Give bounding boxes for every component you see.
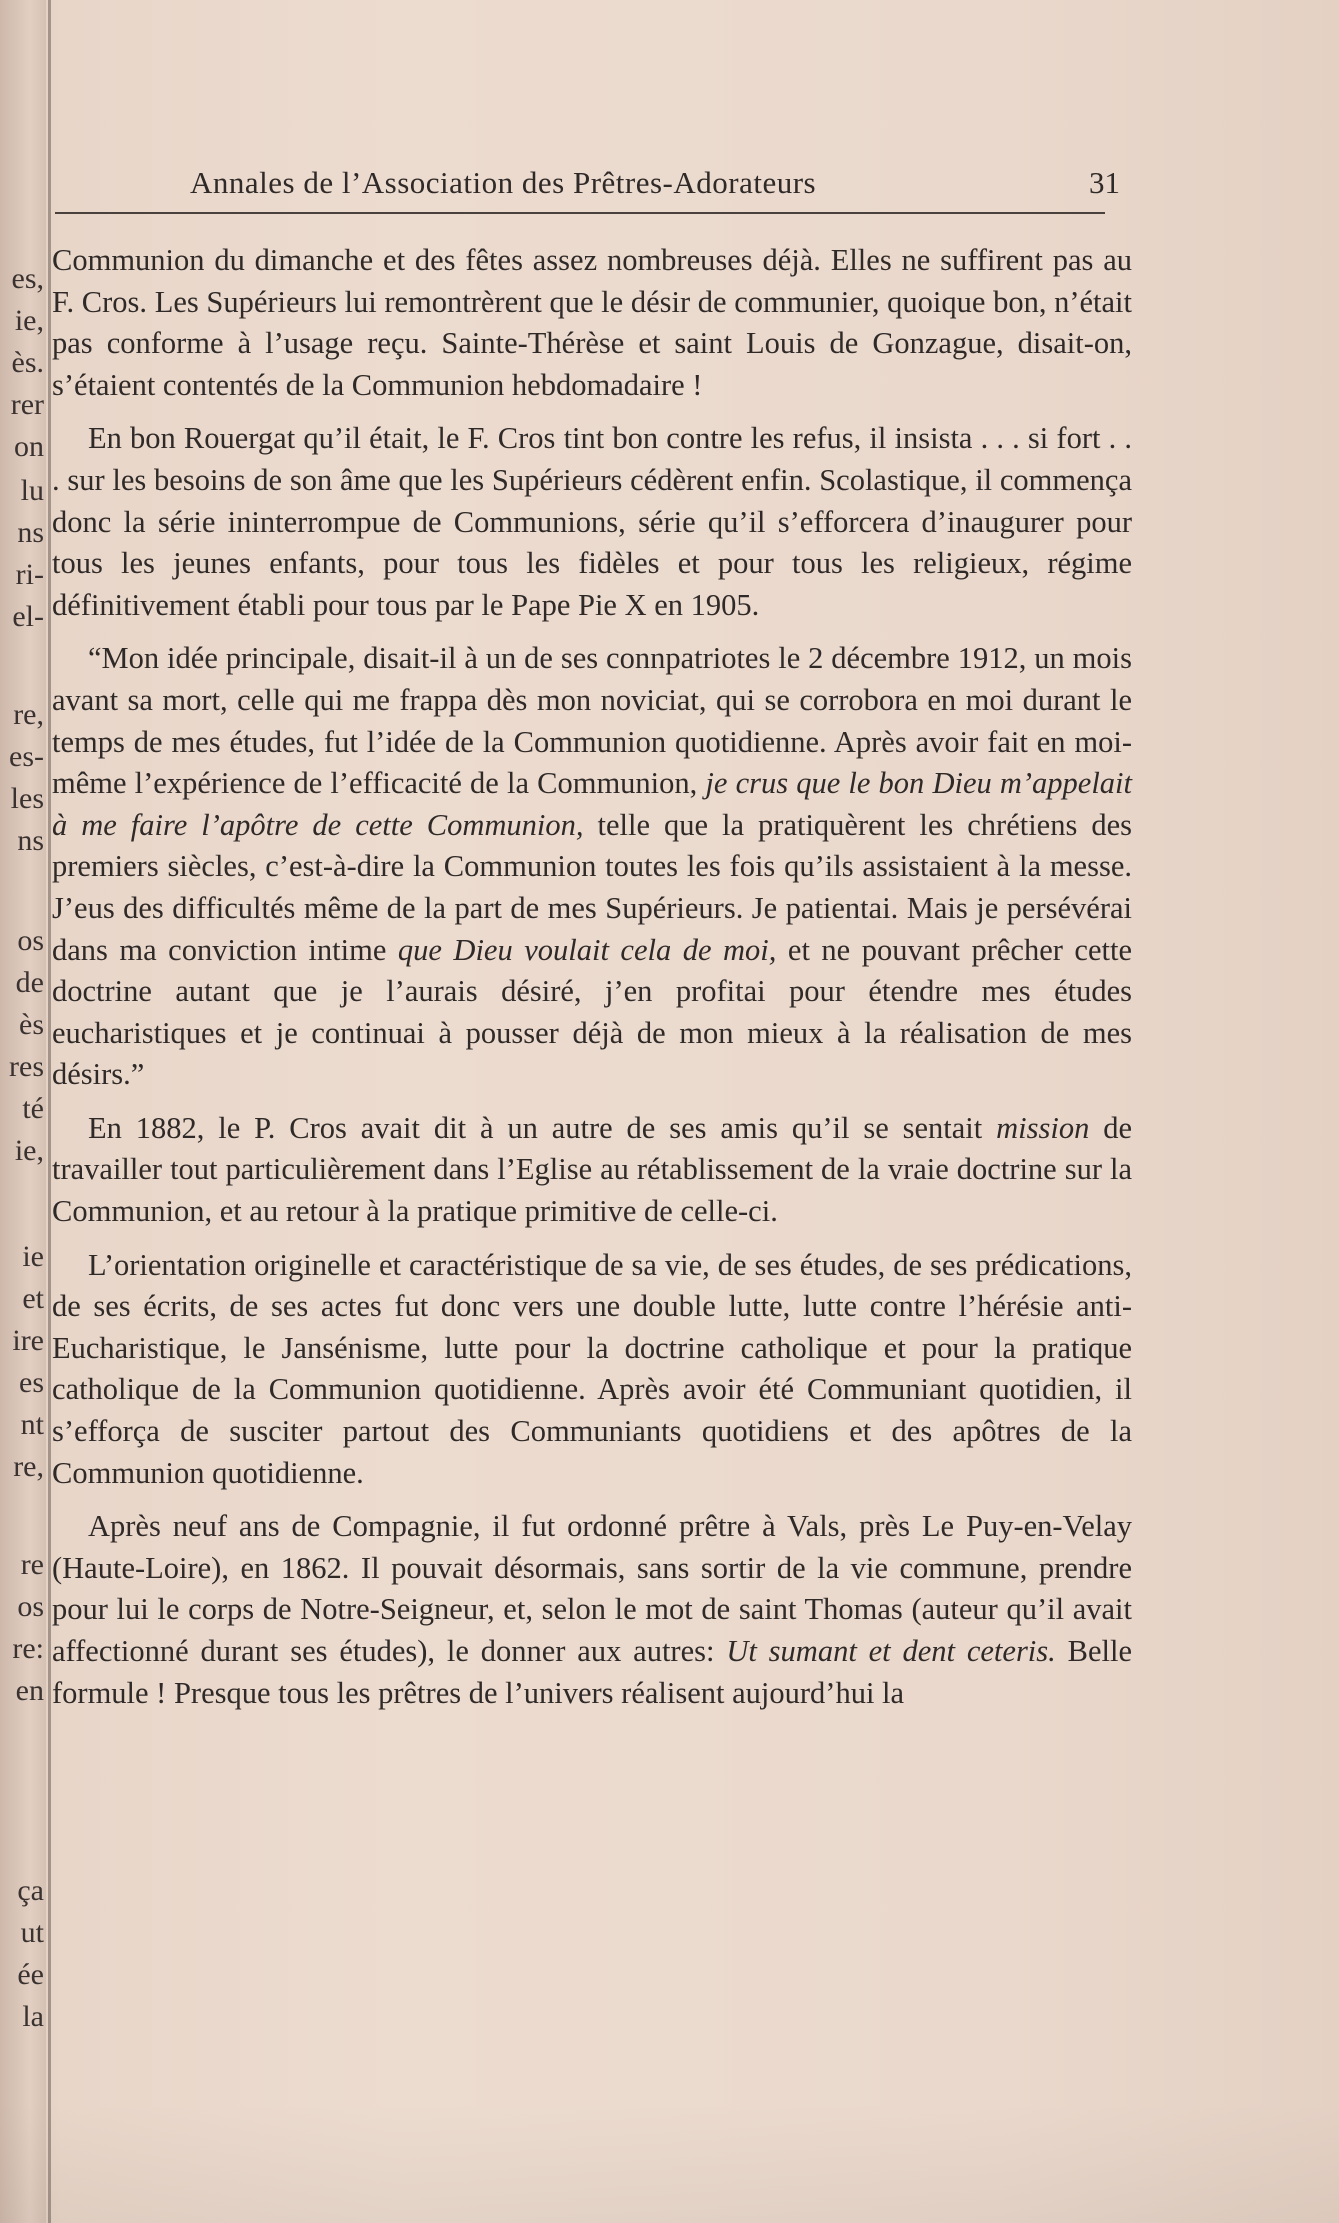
margin-fragment: rer [10,388,44,421]
paragraph-text: Communion du dimanche et des fêtes assez nombreuses déjà. Elles ne suffirent pas au F. Cros. Les Supérieurs lui remontrèrent que le désir de communier, quoique bon, n’était pas conforme à l’usage reçu. Sainte-Thérèse et saint Louis de Gonzague, disait-on, s’étaient contentés de la Communion hebdomadaire ! [52,243,1132,402]
margin-fragment: ns [17,824,44,857]
margin-fragment: la [22,2000,44,2033]
margin-fragment: os [17,924,44,957]
margin-fragment: en [15,1674,44,1707]
italic-phrase: mission [996,1110,1090,1145]
margin-fragment: et [22,1282,44,1315]
paragraph-text: Après neuf ans de Compagnie, il fut ordonné prêtre à Vals, près Le Puy-en-Velay (Haute-Loire), en 1862. Il pouvait désormais, sans sortir de la vie commune, prendre pour lui le corps de Notre-Seigneur, et, selon le mot de saint Thomas (auteur qu’il avait affectionné durant ses études), le donner aux autres: [52,1509,1132,1668]
paragraph [52,418,1132,626]
paragraph [52,638,1132,1096]
margin-fragment: ée [17,1958,44,1991]
header-title: Annales de l’Association des Prêtres-Adorateurs [190,165,817,200]
margin-fragment: ès [19,1008,44,1041]
margin-fragment: es [19,1366,44,1399]
margin-fragment: es- [9,740,44,773]
margin-fragment: ie [22,1240,44,1273]
margin-fragment: ire [12,1324,44,1357]
paragraph-text: “Mon idée principale, disait-il à un de ses connpatriotes le 2 décembre 1912, un mois avant sa mort, celle qui me frappa dès mon noviciat, qui se corrobora en moi durant le temps de mes études, fut l’idée de la Communion quotidienne. Après avoir fait en moi-même l’expérience de l’efficacité de la Communion, [52,641,1132,801]
running-header [190,165,1120,207]
margin-fragment: ns [17,516,44,549]
paragraph [52,1108,1132,1233]
paragraph-text: telle que la pratiquèrent les chrétiens des premiers siècles, c’est-à-dire la Communion toutes les fois qu’ils assistaient à la messe. J’eus des difficultés même de la part de mes Supérieurs. Je patientai. Mais je persévérai dans ma conviction intime [52,807,1132,967]
body-text [52,240,1132,1726]
italic-phrase: que Dieu voulait cela de moi, [397,932,777,967]
margin-fragment: ie, [14,304,44,337]
page-number: 31 [1089,165,1120,200]
header-rule [55,212,1105,214]
paragraph-text: En 1882, le P. Cros avait dit à un autre de ses amis qu’il se sentait [88,1110,997,1145]
margin-fragment: el- [12,600,44,633]
margin-fragment: re: [12,1632,44,1665]
italic-phrase: je crus que le bon Dieu m’appelait à me faire l’apôtre de cette Communion, [52,766,1133,842]
margin-fragment: ut [20,1916,44,1949]
margin-fragment: re, [13,1450,44,1483]
margin-fragment: ça [17,1874,44,1907]
margin-fragment: lu [20,474,44,507]
margin-fragment: on [14,430,44,463]
paragraph [52,240,1132,406]
margin-fragment: ie, [14,1134,44,1167]
margin-fragment: os [17,1590,44,1623]
margin-fragment: les [10,782,44,815]
paragraph-text: et ne pouvant prêcher cette doctrine autant que je l’aurais désiré, j’en profitai pour étendre mes études eucharistiques et je continuai à pousser déjà de mon mieux à la réalisation de mes désirs.” [52,932,1132,1092]
paragraph-text: En bon Rouergat qu’il était, le F. Cros tint bon contre les refus, il insista . . . si fort . . . sur les besoins de son âme que les Supérieurs cédèrent enfin. Scolastique, il commença donc la série ininterrompue de Communions, série qu’il s’efforcera d’inaugurer pour tous les jeunes enfants, pour tous les fidèles et pour tous les religieux, régime définitivement établi pour tous par le Pape Pie X en 1905. [52,421,1132,622]
gutter-line [48,0,51,2223]
margin-fragment: ri- [15,558,44,591]
paragraph [52,1245,1132,1495]
page-bottom-shade [0,2103,1339,2223]
margin-fragment: re [20,1548,44,1581]
italic-phrase: Ut sumant et dent ceteris. [726,1634,1056,1668]
margin-fragment: es, [11,262,44,295]
margin-fragment: ès. [11,346,44,379]
paragraph-text: de travailler tout particulièrement dans l’Eglise au rétablissement de la vraie doctrine sur la Communion, et au retour à la pratique primitive de celle-ci. [52,1110,1132,1229]
margin-fragment: res [9,1050,44,1083]
paragraph-text: Belle formule ! Presque tous les prêtres de l’univers réalisent aujourd’hui la [52,1634,1132,1710]
margin-fragment: té [22,1092,44,1125]
paragraph [52,1506,1132,1714]
previous-page-margin [0,0,46,2223]
margin-fragment: de [15,966,44,999]
paragraph-text: L’orientation originelle et caractéristique de sa vie, de ses études, de ses prédications, de ses écrits, de ses actes fut donc vers une double lutte, lutte contre l’hérésie anti-Eucharistique, le Jansénisme, lutte pour la doctrine catholique et pour la pratique catholique de la Communion quotidienne. Après avoir été Communiant quotidien, il s’efforça de susciter partout des Communiants quotidiens et des apôtres de la Communion quotidienne. [52,1247,1132,1490]
margin-fragment: nt [20,1408,44,1441]
margin-fragment: re, [13,698,44,731]
